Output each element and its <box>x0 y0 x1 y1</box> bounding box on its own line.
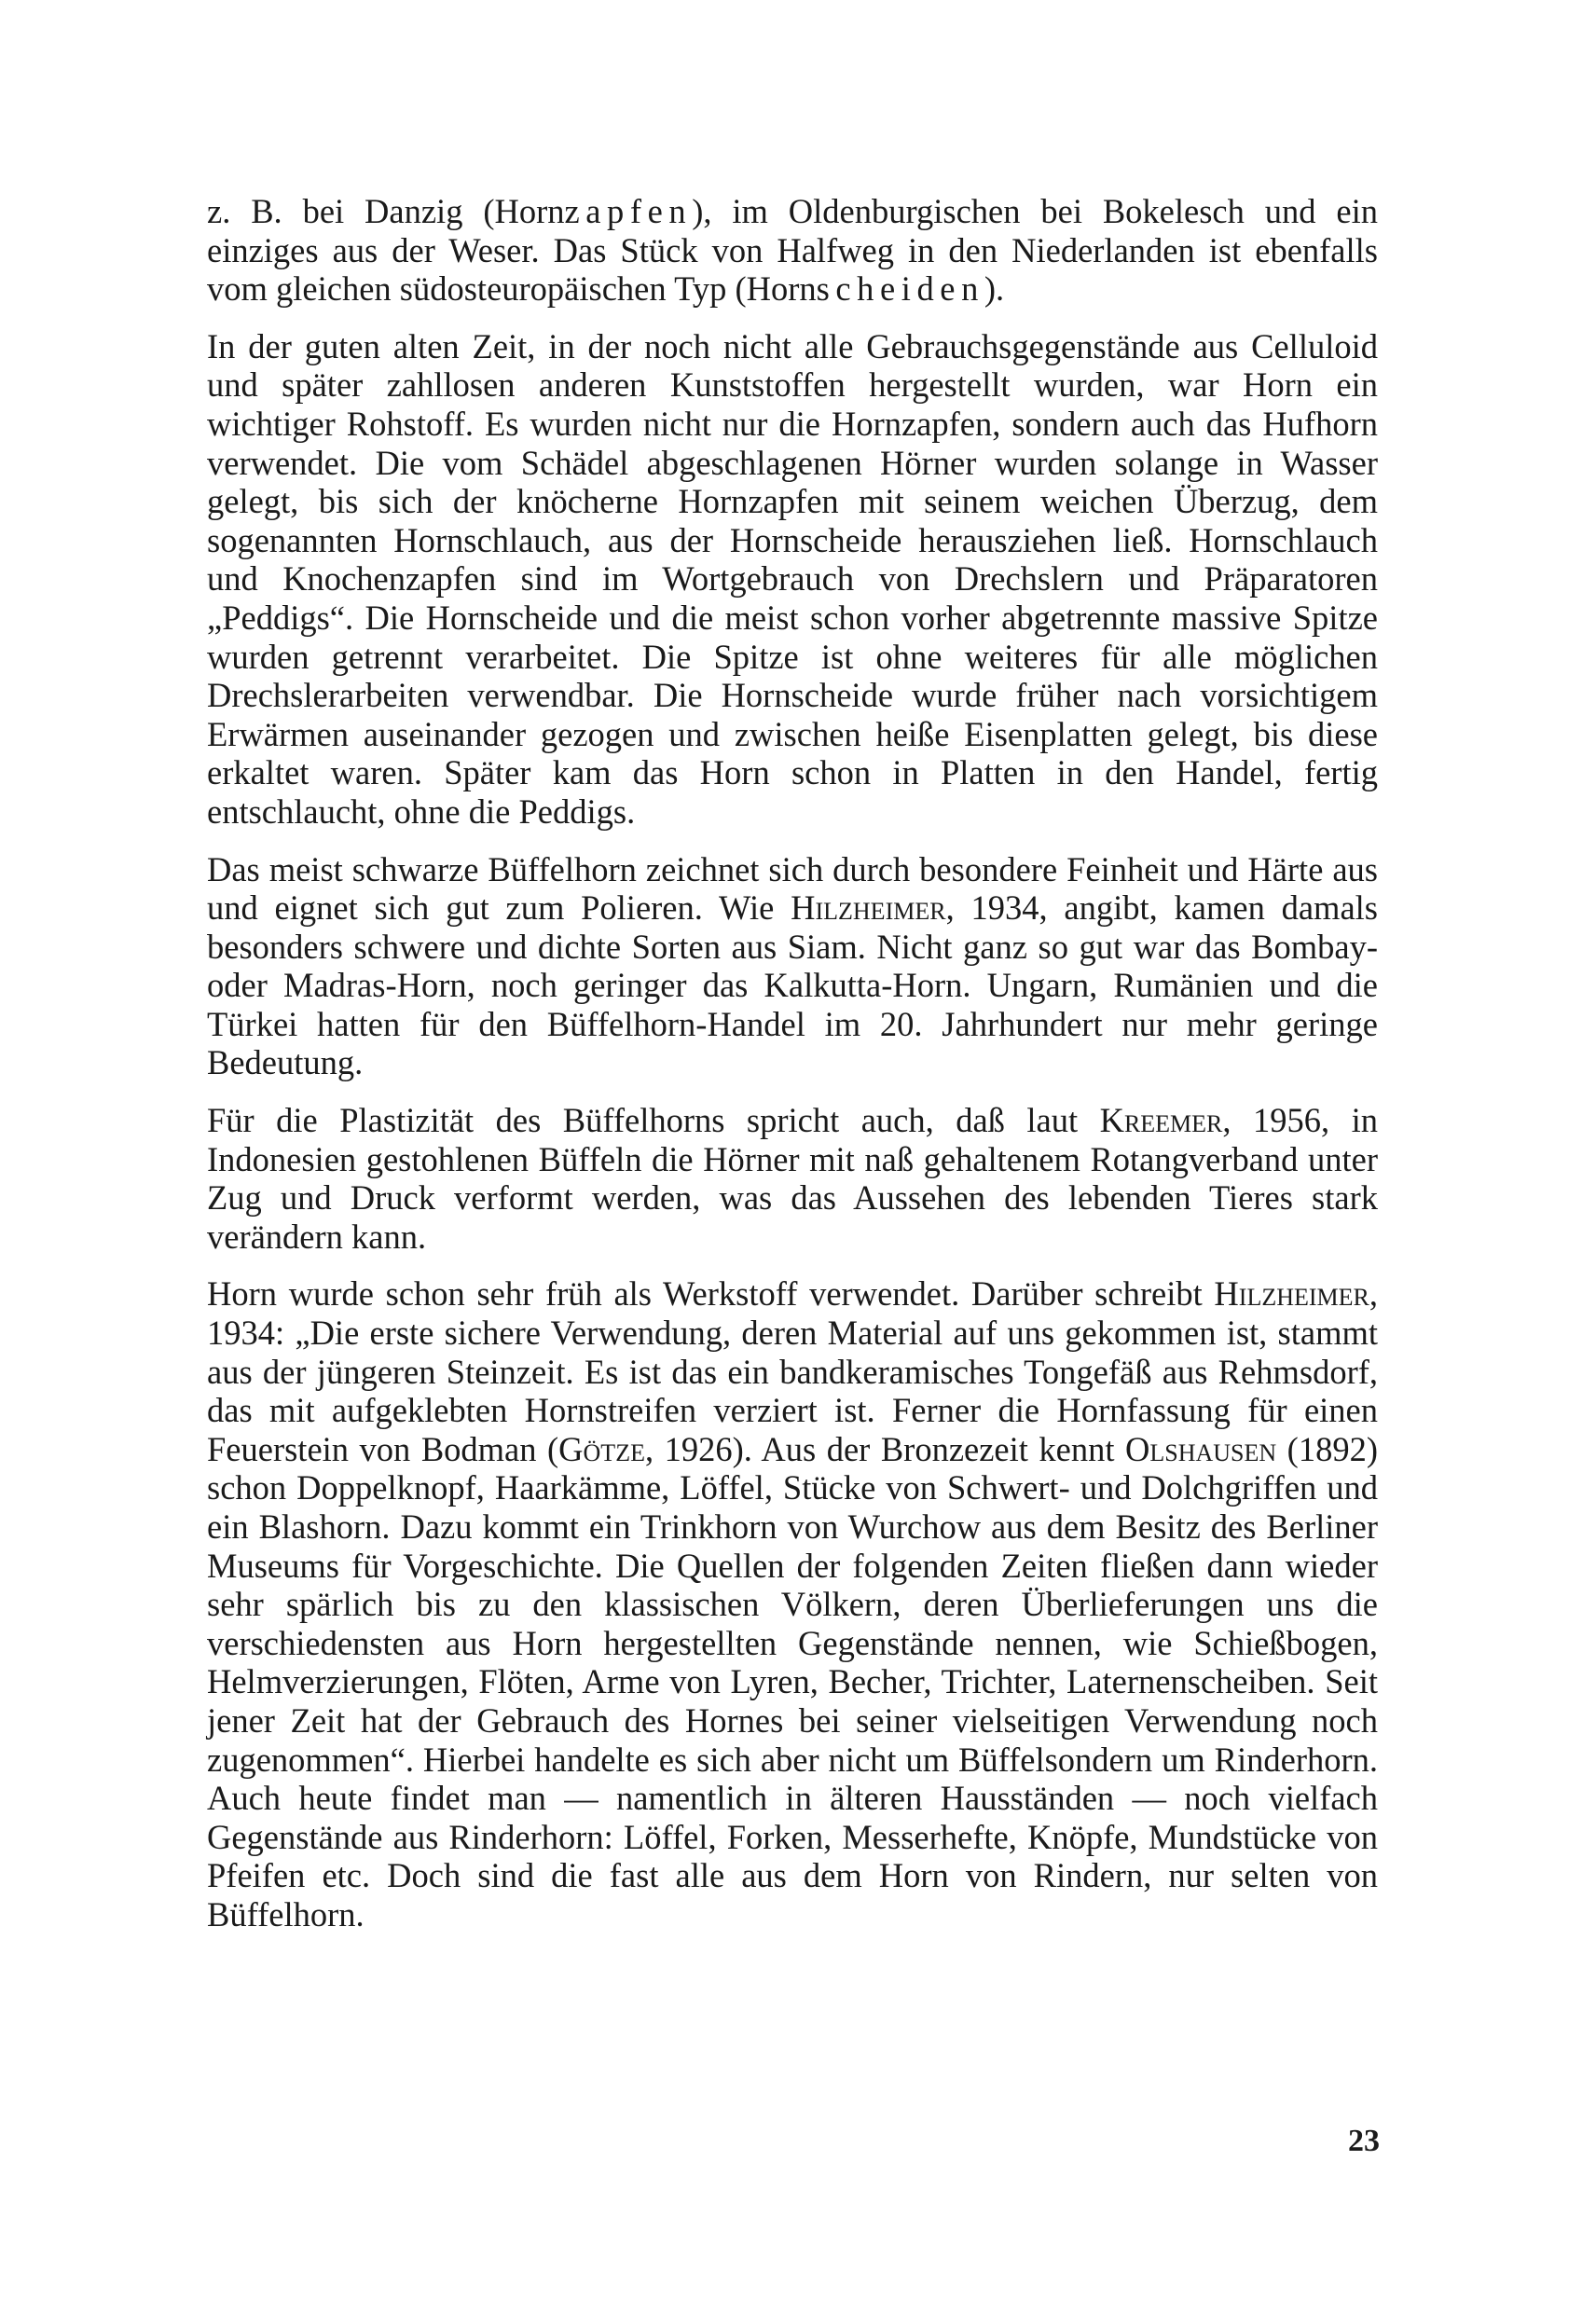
paragraph <box>207 1101 1378 1256</box>
paragraph <box>207 327 1378 832</box>
text-run: ), im Oldenburgischen bei Bokelesch und ein einziges aus der Weser. Das Stück von Halfweg in den Niederlanden ist ebenfalls vom gleichen südosteuropäischen Typ (Horn <box>207 192 1378 309</box>
author-name: Hilzheimer <box>791 888 946 928</box>
body-text <box>207 192 1378 1934</box>
text-run: , 1956, in Indonesien gestohlenen Büffeln die Hörner mit naß gehaltenem Rotangverband unter Zug und Druck verformt werden, was das Aussehen des lebenden Tieres stark verändern kann. <box>207 1101 1378 1256</box>
text-run: Horn wurde schon sehr früh als Werkstoff verwendet. Darüber schreibt <box>207 1274 1215 1314</box>
author-name: Götze <box>558 1429 645 1468</box>
author-name: Olshausen <box>1125 1429 1277 1468</box>
text-run: (1892) schon Doppelknopf, Haarkämme, Löffel, Stücke von Schwert- und Dolchgriffen und ein Blashorn. Dazu kommt ein Trinkhorn von Wurchow aus dem Besitz des Berliner Museums für Vorgeschichte. Die Quellen der folgenden Zeiten fließen dann wieder sehr spärlich bis zu den klassischen Völkern, deren Überlieferungen uns die verschiedensten aus Horn hergestellten Gegenstände nennen, wie Schießbogen, Helmverzierungen, Flöten, Arme von Lyren, Becher, Trichter, Laternenscheiben. Seit jener Zeit hat der Gebrauch des Hornes bei seiner vielseitigen Verwendung noch zugenommen“. Hierbei handelte es sich aber nicht um Büffelsondern um Rinderhorn. Auch heute findet man — namentlich in älteren Hausständen — noch vielfach Gegenstände aus Rinderhorn: Löffel, Forken, Messerhefte, Knöpfe, Mundstücke von Pfeifen etc. Doch sind die fast alle aus dem Horn von Rindern, nur selten von Büffelhorn. <box>207 1429 1378 1934</box>
text-run: Für die Plastizität des Büffelhorns spricht auch, daß laut <box>207 1101 1100 1140</box>
text-run: , 1926). Aus der Bronzezeit kennt <box>644 1429 1126 1468</box>
text-run: , 1934: „Die erste sichere Verwendung, deren Material auf uns gekommen ist, stammt aus der jüngeren Steinzeit. Es ist das ein bandkeramisches Tongefäß aus Rehmsdorf, das mit aufgeklebten Hornstreifen verziert ist. Ferner die Hornfassung für einen Feuerstein von Bodman ( <box>207 1274 1378 1468</box>
emphasized-term: scheiden <box>816 269 984 309</box>
text-run: , 1934, angibt, kamen damals besonders schwere und dichte Sorten aus Siam. Nicht ganz so gut war das Bombay- oder Madras-Horn, noch geringer das Kalkutta-Horn. Ungarn, Rumänien und die Türkei hatten für den Büffelhorn-Handel im 20. Jahrhundert nur mehr geringe Bedeutung. <box>207 888 1378 1082</box>
emphasized-term: zapfen <box>564 192 693 230</box>
author-name: Kreemer <box>1099 1101 1223 1140</box>
paragraph <box>207 1274 1378 1934</box>
paragraph <box>207 850 1378 1083</box>
paragraph <box>207 192 1378 309</box>
author-name: Hilzheimer <box>1214 1274 1369 1314</box>
text-run: Das meist schwarze Büffelhorn zeichnet sich durch besondere Feinheit und Härte aus und eignet sich gut zum Polieren. Wie <box>207 849 1378 928</box>
text-run: In der guten alten Zeit, in der noch nicht alle Gebrauchsgegenstände aus Celluloid und später zahllosen anderen Kunststoffen hergestellt wurden, war Horn ein wichtiger Rohstoff. Es wurden nicht nur die Hornzapfen, sondern auch das Hufhorn verwendet. Die vom Schädel abgeschlagenen Hörner wurden solange in Wasser gelegt, bis sich der knöcherne Hornzapfen mit seinem weichen Überzug, dem sogenannten Hornschlauch, aus der Hornscheide herausziehen ließ. Hornschlauch und Knochenzapfen sind im Wortgebrauch von Drechslern und Präparatoren „Peddigs“. Die Hornscheide und die meist schon vorher abgetrennte massive Spitze wurden getrennt verarbeitet. Die Spitze ist ohne weiteres für alle möglichen Drechslerarbeiten verwendbar. Die Hornscheide wurde früher nach vorsichtigem Erwärmen auseinander gezogen und zwischen heiße Eisenplatten gelegt, bis diese erkaltet waren. Später kam das Horn schon in Platten in den Handel, fertig entschlaucht, ohne die Peddigs. <box>207 326 1378 831</box>
text-run: z. B. bei Danzig (Horn <box>207 192 565 230</box>
page-number: 23 <box>1348 2124 1380 2158</box>
text-run: ). <box>984 269 1005 309</box>
